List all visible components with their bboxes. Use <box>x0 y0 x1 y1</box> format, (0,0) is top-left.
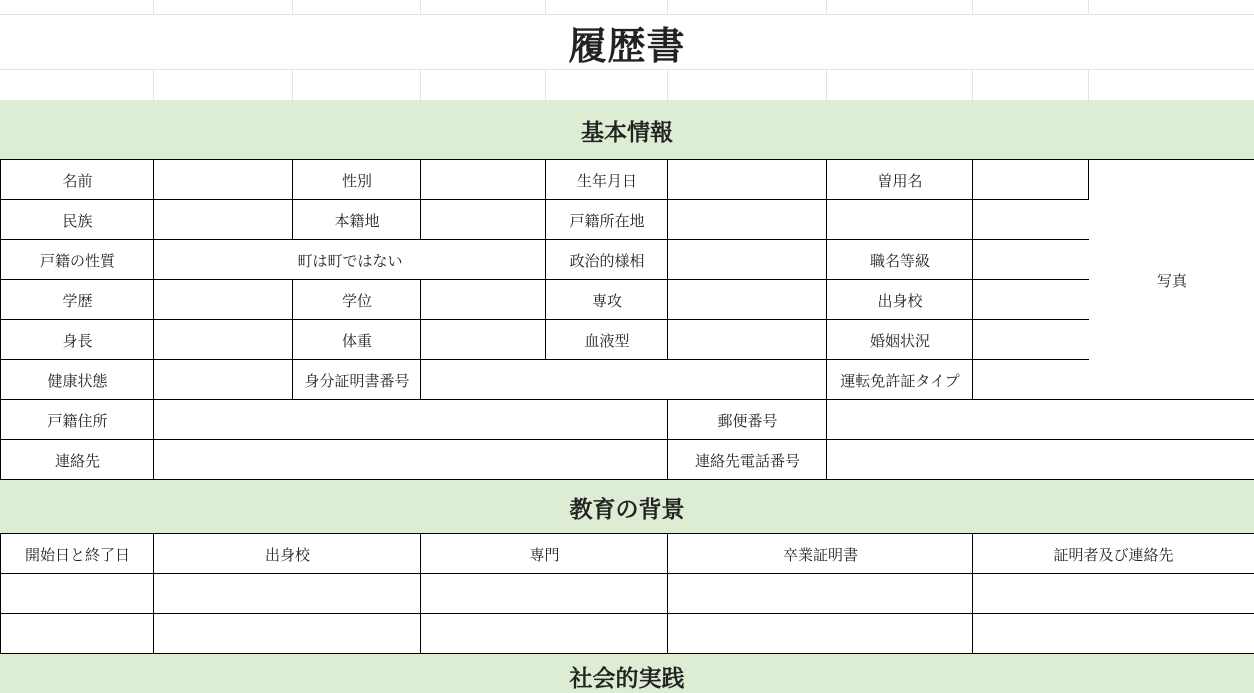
value-weight[interactable] <box>420 319 546 360</box>
label-contact-phone: 連絡先電話番号 <box>667 439 827 480</box>
value-job-title-level[interactable] <box>972 239 1089 280</box>
grid-row-top <box>0 0 1254 15</box>
edu-header-reference: 証明者及び連絡先 <box>972 533 1254 574</box>
value-name[interactable] <box>153 159 293 200</box>
value-blood-type[interactable] <box>667 319 827 360</box>
photo-cell[interactable]: 写真 <box>1088 159 1254 400</box>
edu-cell[interactable] <box>153 613 421 654</box>
value-former-name[interactable] <box>972 159 1089 200</box>
edu-header-period: 開始日と終了日 <box>0 533 154 574</box>
gridline <box>545 0 546 15</box>
gridline <box>153 0 154 15</box>
edu-cell[interactable] <box>972 613 1254 654</box>
section-education: 教育の背景 <box>0 479 1254 534</box>
gridline <box>972 0 973 15</box>
label-registry-nature: 戸籍の性質 <box>0 239 154 280</box>
label-ethnicity: 民族 <box>0 199 154 240</box>
page-title: 履歴書 <box>568 24 686 68</box>
value-contact[interactable] <box>153 439 668 480</box>
label-political-status: 政治的様相 <box>545 239 668 280</box>
gridline <box>667 70 668 100</box>
label-name: 名前 <box>0 159 154 200</box>
edu-cell[interactable] <box>972 573 1254 614</box>
label-id-number: 身分証明書番号 <box>292 359 421 400</box>
gridline <box>1088 70 1089 100</box>
gridline <box>153 70 154 100</box>
value-health-status[interactable] <box>153 359 293 400</box>
value-native-place[interactable] <box>420 199 546 240</box>
section-basic-info: 基本情報 <box>0 100 1254 160</box>
label-blood-type: 血液型 <box>545 319 668 360</box>
value-ethnicity[interactable] <box>153 199 293 240</box>
value-gender[interactable] <box>420 159 546 200</box>
gridline <box>972 70 973 100</box>
value-registry-location-extra-2[interactable] <box>972 199 1089 240</box>
value-birth-date[interactable] <box>667 159 827 200</box>
label-health-status: 健康状態 <box>0 359 154 400</box>
label-weight: 体重 <box>292 319 421 360</box>
gridline <box>292 0 293 15</box>
value-registry-location[interactable] <box>667 199 827 240</box>
value-registry-location-extra[interactable] <box>826 199 973 240</box>
gridline <box>420 70 421 100</box>
value-registry-nature[interactable]: 町は町ではない <box>153 239 546 280</box>
edu-cell[interactable] <box>153 573 421 614</box>
value-degree[interactable] <box>420 279 546 320</box>
edu-cell[interactable] <box>420 613 668 654</box>
edu-cell[interactable] <box>667 613 973 654</box>
edu-header-certificate: 卒業証明書 <box>667 533 973 574</box>
label-alma-mater: 出身校 <box>826 279 973 320</box>
gridline <box>826 0 827 15</box>
gridline <box>420 0 421 15</box>
value-height[interactable] <box>153 319 293 360</box>
grid-row-below-title <box>0 69 1254 101</box>
label-license-type: 運転免許証タイプ <box>826 359 973 400</box>
label-marital-status: 婚姻状況 <box>826 319 973 360</box>
label-gender: 性別 <box>292 159 421 200</box>
label-contact: 連絡先 <box>0 439 154 480</box>
label-height: 身長 <box>0 319 154 360</box>
value-major[interactable] <box>667 279 827 320</box>
edu-cell[interactable] <box>0 613 154 654</box>
label-registry-address: 戸籍住所 <box>0 399 154 440</box>
value-contact-phone[interactable] <box>826 439 1254 480</box>
edu-cell[interactable] <box>420 573 668 614</box>
gridline <box>545 70 546 100</box>
label-degree: 学位 <box>292 279 421 320</box>
label-registry-location: 戸籍所在地 <box>545 199 668 240</box>
edu-header-school: 出身校 <box>153 533 421 574</box>
edu-header-major: 専門 <box>420 533 668 574</box>
gridline <box>1088 0 1089 15</box>
value-marital-status[interactable] <box>972 319 1089 360</box>
label-former-name: 曽用名 <box>826 159 973 200</box>
gridline <box>667 0 668 15</box>
value-registry-address[interactable] <box>153 399 668 440</box>
value-political-status[interactable] <box>667 239 827 280</box>
value-id-number[interactable] <box>420 359 827 400</box>
section-social-practice: 社会的実践 <box>0 653 1254 693</box>
label-postal-code: 郵便番号 <box>667 399 827 440</box>
value-license-type[interactable] <box>972 359 1089 400</box>
value-education[interactable] <box>153 279 293 320</box>
label-job-title-level: 職名等級 <box>826 239 973 280</box>
label-birth-date: 生年月日 <box>545 159 668 200</box>
label-major: 専攻 <box>545 279 668 320</box>
value-postal-code[interactable] <box>826 399 1254 440</box>
gridline <box>826 70 827 100</box>
label-education: 学歴 <box>0 279 154 320</box>
edu-cell[interactable] <box>0 573 154 614</box>
label-native-place: 本籍地 <box>292 199 421 240</box>
value-alma-mater[interactable] <box>972 279 1089 320</box>
edu-cell[interactable] <box>667 573 973 614</box>
gridline <box>292 70 293 100</box>
